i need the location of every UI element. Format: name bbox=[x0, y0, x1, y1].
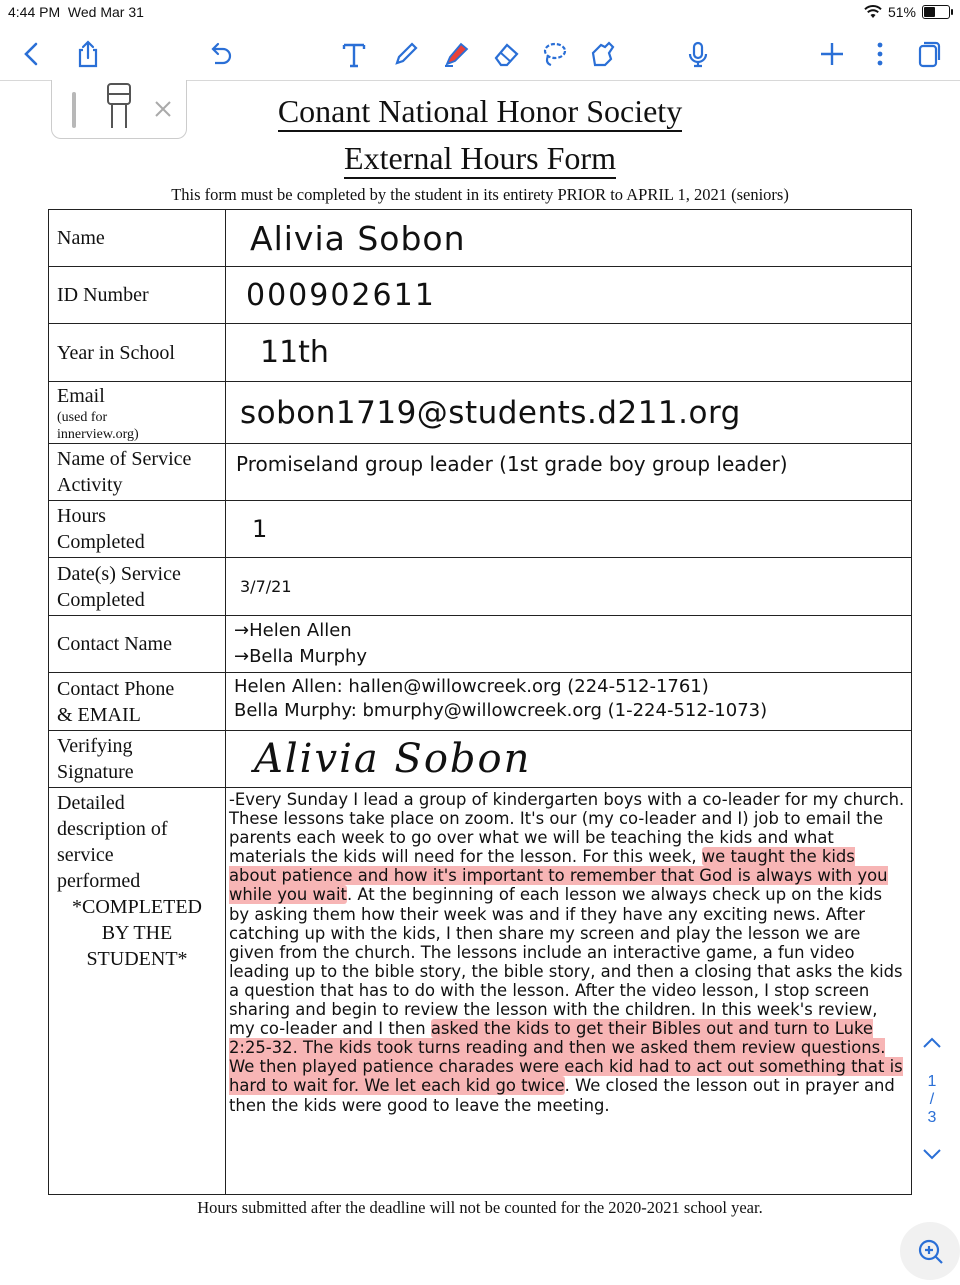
value-phone-2: Bella Murphy: bmurphy@willowcreek.org (1-224-512-1073) bbox=[234, 700, 768, 721]
highlight-1: we taught the kids about patience and how it's important to remember that God is always with you while you wait bbox=[229, 847, 888, 905]
zoom-button[interactable] bbox=[900, 1222, 960, 1280]
value-activity: Promiseland group leader (1st grade boy group leader) bbox=[236, 452, 788, 476]
page-navigator bbox=[914, 1030, 950, 1180]
share-icon[interactable] bbox=[68, 34, 108, 74]
value-email: sobon1719@students.d211.org bbox=[240, 394, 741, 431]
value-name: Alivia Sobon bbox=[250, 218, 466, 258]
hours-form-table bbox=[48, 209, 912, 1195]
battery-icon bbox=[922, 5, 950, 19]
page-current: 1 bbox=[927, 1073, 937, 1090]
value-signature: Alivia Sobon bbox=[254, 736, 532, 782]
value-year: 11th bbox=[260, 335, 329, 370]
row-year bbox=[49, 324, 912, 382]
status-bar bbox=[0, 0, 960, 26]
battery-percent: 51% bbox=[887, 4, 916, 20]
label-name: Name bbox=[49, 210, 226, 267]
wifi-icon bbox=[864, 5, 882, 19]
value-description: -Every Sunday I lead a group of kindergarten boys with a co-leader for my church. These lessons take place on zoom. It's our (my co-leader and I) job to email the parents each week to go over what we will be teaching the kids and what materials the kids will need for the lesson. For this week, we taught the kids about patience and how it's important to remember that God is always with you while you wait. At the beginning of each lesson we always check up on the kids by asking them how their week was and if they have any exciting news. After catching up with the kids, I then share my screen and play the lesson we are given from the church. The lessons include an interactive game, a fun video leading up to the bible story, the bible story, and then a closing that asks the kids a question that has to do with the lesson. After the video lesson, I stop screen sharing and begin to review the lesson with the children. In this week's review, my co-leader and I then asked the kids to get their Bibles out and turn to Luke 2:25-32. The kids took turns reading and then we asked them review questions. We then played patience charades were each kid had to act out something that is hard to wait for. We let each kid go twice. We closed the lesson out in prayer and then the kids were good to leave the meeting. bbox=[226, 788, 912, 1195]
plus-icon[interactable] bbox=[812, 34, 852, 74]
page-down-icon[interactable] bbox=[921, 1147, 943, 1161]
annotation-toolbar bbox=[0, 26, 960, 81]
back-chevron-icon[interactable] bbox=[12, 34, 52, 74]
highlighter-icon[interactable] bbox=[436, 34, 476, 74]
highlight-2: asked the kids to get their Bibles out and turn to Luke 2:25-32. The kids took turns reading and then we asked them review questions. We then played patience charades were each kid had to act out something that is hard to wait for. We let each kid go twice bbox=[229, 1019, 903, 1096]
lasso-icon[interactable] bbox=[534, 34, 574, 74]
row-date bbox=[49, 558, 912, 616]
row-activity bbox=[49, 444, 912, 501]
row-description bbox=[49, 788, 912, 1195]
status-right bbox=[864, 4, 950, 20]
label-id: ID Number bbox=[49, 267, 226, 324]
row-id bbox=[49, 267, 912, 324]
label-contact: Contact Name bbox=[49, 616, 226, 673]
more-icon[interactable] bbox=[860, 34, 900, 74]
label-description: Detailed description of service performed *COMPLETED BY THE STUDENT* bbox=[49, 788, 226, 1195]
label-hours: Hours Completed bbox=[49, 501, 226, 558]
label-activity: Name of Service Activity bbox=[49, 444, 226, 501]
pen-icon[interactable] bbox=[386, 34, 426, 74]
text-tool-icon[interactable] bbox=[334, 34, 374, 74]
row-contact bbox=[49, 616, 912, 673]
row-hours bbox=[49, 501, 912, 558]
value-hours: 1 bbox=[252, 515, 268, 543]
deadline-notice: This form must be completed by the student in its entirety PRIOR to APRIL 1, 2021 (seniors) bbox=[171, 185, 789, 204]
row-phone bbox=[49, 673, 912, 731]
page-total: 3 bbox=[927, 1109, 937, 1126]
shapes-icon[interactable] bbox=[582, 34, 622, 74]
value-date: 3/7/21 bbox=[240, 577, 292, 596]
row-signature bbox=[49, 731, 912, 788]
form-title: Conant National Honor Society bbox=[0, 93, 960, 130]
value-contact-2: →Bella Murphy bbox=[234, 646, 368, 667]
page-up-icon[interactable] bbox=[921, 1036, 943, 1050]
row-name bbox=[49, 210, 912, 267]
status-time: 4:44 PM Wed Mar 31 bbox=[8, 4, 144, 20]
microphone-icon[interactable] bbox=[678, 34, 718, 74]
value-phone-1: Helen Allen: hallen@willowcreek.org (224-512-1761) bbox=[234, 676, 709, 697]
label-email: Email (used for innerview.org) bbox=[49, 382, 226, 444]
page-separator: / bbox=[929, 1091, 935, 1108]
pages-icon[interactable] bbox=[908, 34, 948, 74]
zoom-in-icon bbox=[900, 1222, 960, 1280]
label-year: Year in School bbox=[49, 324, 226, 382]
undo-icon[interactable] bbox=[200, 34, 240, 74]
row-email bbox=[49, 382, 912, 444]
label-date: Date(s) Service Completed bbox=[49, 558, 226, 616]
value-id: 000902611 bbox=[246, 277, 436, 313]
label-signature: Verifying Signature bbox=[49, 731, 226, 788]
eraser-icon[interactable] bbox=[486, 34, 526, 74]
deadline-footer: Hours submitted after the deadline will not be counted for the 2020-2021 school year. bbox=[197, 1198, 763, 1217]
value-contact-1: →Helen Allen bbox=[234, 620, 352, 641]
label-phone: Contact Phone & EMAIL bbox=[49, 673, 226, 731]
form-subtitle: External Hours Form bbox=[0, 140, 960, 177]
